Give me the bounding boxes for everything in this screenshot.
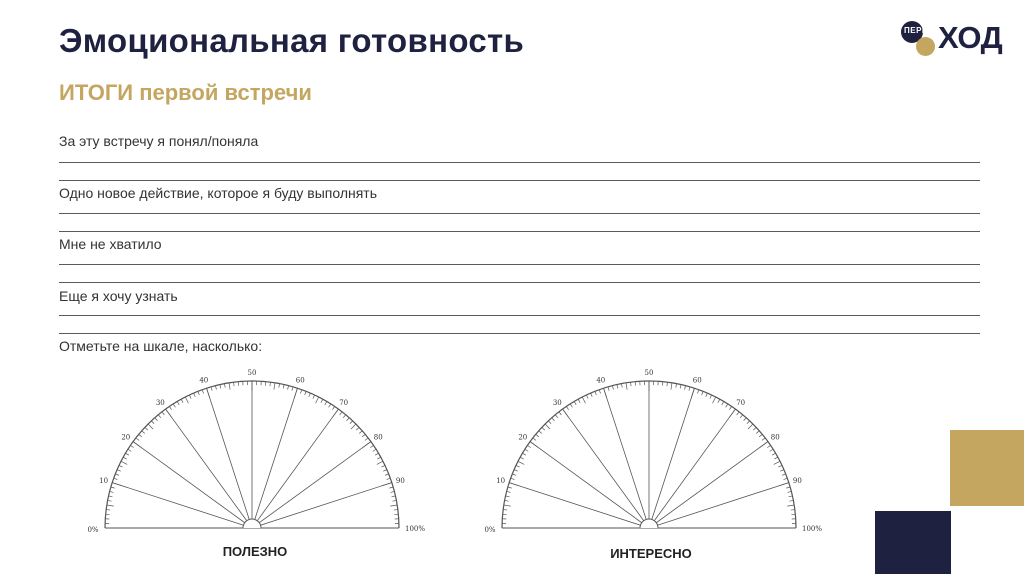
protractor-tick — [329, 404, 331, 407]
protractor-tick-label: 90 — [792, 476, 802, 485]
protractor-tick — [283, 385, 284, 389]
protractor-tick — [762, 438, 765, 440]
protractor-tick — [274, 383, 275, 390]
protractor-tick — [718, 399, 720, 403]
protractor-tick — [516, 465, 520, 467]
protractor-center — [640, 519, 658, 528]
protractor-tick — [121, 461, 127, 464]
protractor-tick — [128, 449, 131, 451]
protractor-tick — [362, 434, 365, 437]
protractor-tick — [373, 449, 376, 451]
protractor-tick-label: 80 — [770, 433, 780, 442]
protractor-tick — [595, 391, 596, 395]
prompt-understood: За эту встречу я понял/поняла — [59, 133, 259, 149]
protractor-tick-label: 30 — [155, 398, 165, 407]
protractor-tick — [787, 505, 794, 506]
answer-line[interactable] — [59, 333, 980, 334]
protractor-tick — [391, 491, 395, 492]
protractor-tick — [574, 401, 576, 404]
protractor-tick — [780, 470, 784, 472]
protractor-tick — [713, 397, 716, 403]
protractor-tick — [108, 500, 112, 501]
protractor-tick-label: 70 — [339, 398, 349, 407]
decor-navy-square — [875, 511, 951, 574]
prompt-want-to-know: Еще я хочу узнать — [59, 288, 178, 304]
protractor-tick — [747, 421, 750, 424]
protractor-tick-label: 20 — [518, 433, 528, 442]
protractor-tick — [392, 500, 396, 501]
protractor-ray — [252, 409, 338, 528]
protractor-tick — [309, 393, 311, 397]
protractor-tick — [340, 412, 342, 415]
protractor-tick — [387, 478, 391, 479]
protractor-tick — [722, 401, 724, 404]
protractor-tick — [626, 383, 627, 390]
protractor-tick-label: 90 — [395, 476, 405, 485]
logo-word: ХОД — [938, 20, 1003, 55]
protractor-tick — [753, 427, 756, 430]
protractor-tick-label: 40 — [596, 376, 606, 385]
protractor-tick — [578, 399, 580, 403]
protractor-tick — [119, 465, 123, 467]
protractor-tick — [772, 453, 775, 455]
protractor-tick — [377, 457, 381, 459]
protractor-tick — [566, 406, 568, 409]
protractor-tick — [392, 496, 396, 497]
protractor-tick — [559, 412, 561, 415]
protractor-tick — [332, 406, 334, 409]
protractor-tick — [383, 470, 387, 472]
protractor-tick — [130, 445, 133, 447]
protractor-tick — [667, 382, 668, 386]
protractor-center — [243, 519, 261, 528]
protractor-tick — [110, 491, 114, 492]
protractor-tick — [702, 391, 703, 395]
protractor-tick — [789, 500, 793, 501]
protractor-tick — [511, 478, 515, 479]
protractor-tick-label: 100% — [801, 525, 823, 533]
scale-label-interesting: ИНТЕРЕСНО — [610, 546, 692, 561]
protractor-tick — [234, 382, 235, 386]
protractor-tick — [139, 434, 142, 437]
protractor-tick — [505, 500, 509, 501]
protractor-tick — [759, 434, 762, 437]
protractor-tick-label: 100% — [404, 525, 426, 533]
protractor-tick — [542, 427, 545, 430]
protractor-tick-label: 0% — [87, 526, 99, 534]
answer-line[interactable] — [59, 282, 980, 283]
protractor-ray — [649, 409, 735, 528]
protractor-tick — [177, 401, 179, 404]
protractor-ray — [604, 388, 649, 528]
protractor-tick — [522, 453, 525, 455]
protractor-tick — [136, 438, 139, 440]
protractor-tick — [155, 418, 158, 421]
protractor-tick — [370, 445, 373, 447]
protractor-tick — [504, 505, 511, 506]
protractor-ray — [252, 483, 392, 528]
page-title: Эмоциональная готовность — [59, 22, 525, 59]
protractor-tick-label: 0% — [484, 526, 496, 534]
protractor-tick — [706, 393, 708, 397]
protractor-tick — [270, 382, 271, 386]
protractor-tick — [145, 427, 148, 430]
protractor-tick — [689, 387, 690, 391]
answer-line[interactable] — [59, 213, 980, 214]
protractor-tick — [774, 457, 778, 459]
protractor-tick — [525, 449, 528, 451]
protractor-tick — [343, 415, 346, 418]
protractor-tick — [356, 427, 359, 430]
protractor-tick — [377, 461, 383, 464]
brand-logo — [901, 20, 1011, 60]
protractor-tick — [533, 438, 536, 440]
protractor-tick — [782, 474, 786, 475]
protractor-tick — [325, 401, 327, 404]
protractor-tick — [685, 386, 686, 390]
answer-line[interactable] — [59, 315, 980, 316]
protractor-tick — [148, 424, 153, 429]
protractor-tick — [744, 418, 747, 421]
protractor-tick — [220, 385, 221, 389]
protractor-tick-label: 50 — [644, 369, 654, 377]
answer-line[interactable] — [59, 162, 980, 163]
protractor-ray — [649, 483, 789, 528]
protractor-tick — [710, 395, 712, 399]
protractor-tick — [552, 418, 555, 421]
protractor-tick — [111, 487, 115, 488]
protractor-ray — [166, 409, 252, 528]
protractor-tick — [347, 418, 350, 421]
protractor-tick — [359, 431, 362, 434]
protractor-tick — [288, 386, 289, 390]
protractor-tick — [612, 386, 613, 390]
protractor-tick — [778, 465, 782, 467]
protractor-tick — [316, 397, 319, 403]
protractor-tick — [107, 505, 114, 506]
protractor-tick — [726, 404, 728, 407]
protractor-ray — [133, 442, 252, 528]
protractor-tick — [224, 384, 225, 388]
protractor-tick — [189, 395, 191, 399]
protractor-tick — [774, 461, 780, 464]
protractor-tick — [173, 404, 175, 407]
logo-gold-circle — [916, 37, 935, 56]
protractor-tick-label: 50 — [247, 369, 257, 377]
protractor-tick — [555, 415, 558, 418]
protractor-tick — [591, 393, 593, 397]
page-subtitle: ИТОГИ первой встречи — [59, 80, 312, 105]
protractor-tick-label: 80 — [373, 433, 383, 442]
protractor-tick-label: 20 — [121, 433, 131, 442]
protractor-tick — [539, 431, 542, 434]
protractor-tick — [676, 384, 677, 388]
protractor-tick — [631, 382, 632, 386]
protractor-tick — [608, 387, 609, 391]
protractor-tick — [536, 434, 539, 437]
protractor-tick — [229, 383, 230, 390]
protractor-tick — [548, 421, 551, 424]
scale-label-useful: ПОЛЕЗНО — [222, 544, 288, 559]
protractor-tick — [729, 406, 731, 409]
protractor-tick — [737, 412, 739, 415]
protractor-tick — [527, 445, 530, 447]
protractor-tick — [158, 415, 161, 418]
protractor-tick-label: 60 — [295, 376, 305, 385]
protractor-tick — [756, 431, 759, 434]
protractor-tick — [789, 496, 793, 497]
protractor-tick — [215, 386, 216, 390]
protractor-tick — [394, 510, 398, 511]
protractor-tick — [545, 424, 550, 429]
protractor-tick-label: 60 — [692, 376, 702, 385]
answer-line[interactable] — [59, 231, 980, 232]
protractor-tick — [109, 496, 113, 497]
protractor-tick — [125, 453, 128, 455]
protractor-tick — [390, 505, 397, 506]
protractor-tick — [570, 404, 572, 407]
protractor-tick — [185, 397, 188, 403]
protractor-ray — [649, 442, 768, 528]
protractor-tick — [181, 399, 183, 403]
protractor-tick — [194, 393, 196, 397]
protractor-tick — [162, 412, 164, 415]
protractor-tick — [292, 387, 293, 391]
decor-gold-square — [950, 430, 1024, 506]
protractor-tick — [321, 399, 323, 403]
logo-prefix: ПЕРЕ — [904, 26, 928, 35]
protractor-ray — [509, 483, 649, 528]
protractor-tick — [123, 457, 127, 459]
protractor-tick-label: 10 — [99, 476, 109, 485]
protractor-ray — [563, 409, 649, 528]
protractor-tick — [508, 487, 512, 488]
protractor-ray — [252, 442, 371, 528]
protractor-tick — [518, 461, 524, 464]
protractor-ray — [530, 442, 649, 528]
protractor-tick — [680, 385, 681, 389]
protractor-tick — [114, 478, 118, 479]
protractor-tick — [582, 397, 585, 403]
protractor-tick — [211, 387, 212, 391]
protractor-tick — [791, 510, 795, 511]
protractor-tick — [198, 391, 199, 395]
protractor-tick — [350, 421, 353, 424]
protractor-tick — [767, 445, 770, 447]
protractor-tick — [117, 470, 121, 472]
protractor-ray — [207, 388, 252, 528]
protractor-tick-label: 40 — [199, 376, 209, 385]
protractor-tick — [784, 478, 788, 479]
protractor-interesting[interactable] — [477, 360, 827, 540]
protractor-tick — [599, 390, 600, 394]
protractor-tick-label: 70 — [736, 398, 746, 407]
protractor-ray — [252, 388, 297, 528]
protractor-tick — [520, 457, 524, 459]
protractor-useful[interactable] — [80, 360, 430, 540]
protractor-tick — [313, 395, 315, 399]
protractor-tick — [748, 424, 753, 429]
protractor-tick — [507, 491, 511, 492]
protractor-tick — [169, 406, 171, 409]
protractor-tick — [375, 453, 378, 455]
protractor-tick — [586, 395, 588, 399]
prompt-new-action: Одно новое действие, которое я буду выполнять — [59, 185, 378, 201]
prompt-missed: Мне не хватило — [59, 236, 162, 252]
protractor-tick — [697, 390, 698, 394]
protractor-tick — [389, 487, 393, 488]
protractor-tick — [788, 491, 792, 492]
protractor-tick — [305, 391, 306, 395]
protractor-ray — [649, 388, 694, 528]
protractor-tick — [300, 390, 301, 394]
protractor-tick — [617, 385, 618, 389]
protractor-tick-label: 10 — [496, 476, 506, 485]
protractor-tick — [279, 384, 280, 388]
protractor-tick — [115, 474, 119, 475]
protractor-ray — [112, 483, 252, 528]
protractor-tick — [106, 510, 110, 511]
protractor-tick — [740, 415, 743, 418]
protractor-tick — [512, 474, 516, 475]
protractor-tick — [621, 384, 622, 388]
protractor-tick — [671, 383, 672, 390]
protractor-tick — [381, 465, 385, 467]
protractor-tick — [786, 487, 790, 488]
protractor-tick — [142, 431, 145, 434]
protractor-tick — [351, 424, 356, 429]
protractor-tick — [770, 449, 773, 451]
protractor-tick — [385, 474, 389, 475]
answer-line[interactable] — [59, 180, 980, 181]
answer-line[interactable] — [59, 264, 980, 265]
prompt-scale-instruction: Отметьте на шкале, насколько: — [59, 338, 263, 354]
protractor-tick — [365, 438, 368, 440]
protractor-tick — [506, 496, 510, 497]
protractor-tick — [151, 421, 154, 424]
protractor-tick — [503, 510, 507, 511]
protractor-tick — [202, 390, 203, 394]
protractor-tick — [514, 470, 518, 472]
protractor-tick-label: 30 — [552, 398, 562, 407]
